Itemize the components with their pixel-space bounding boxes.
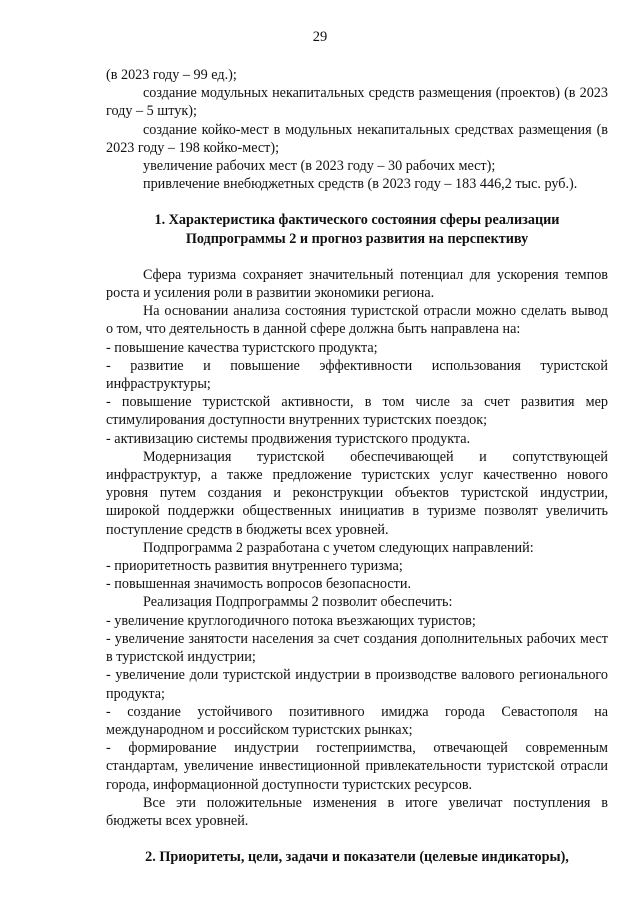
paragraph: Сфера туризма сохраняет значительный потенциал для ускорения темпов роста и усиления роли в развитии экономики региона. <box>106 266 608 302</box>
intro-line: создание модульных некапитальных средств размещения (проектов) (в 2023 году – 5 штук); <box>106 85 608 120</box>
list-item: - формирование индустрии гостеприимства, отвечающей современным стандартам, увеличение инвестиционной привлекательности туристской отрасли города, информационной доступности туристских ресурсов. <box>106 740 608 793</box>
list-item: - приоритетность развития внутреннего туризма; <box>106 558 403 575</box>
list-item: - повышение качества туристского продукта; <box>106 339 378 356</box>
list-item: - увеличение круглогодичного потока въезжающих туристов; <box>106 612 476 629</box>
list-item: - увеличение занятости населения за счет создания дополнительных рабочих мест в туристской индустрии; <box>106 630 608 666</box>
list-item: - активизацию системы продвижения туристского продукта. <box>106 430 471 447</box>
list-item: - создание устойчивого позитивного имиджа города Севастополя на международном и российском туристских рынках; <box>106 703 608 738</box>
section-heading: 2. Приоритеты, цели, задачи и показатели (целевые индикаторы), <box>145 849 569 866</box>
paragraph: Все эти положительные изменения в итоге увеличат поступления в бюджеты всех уровней. <box>106 794 608 829</box>
intro-line: (в 2023 году – 99 ед.); <box>106 67 237 83</box>
page-number: 29 <box>312 29 328 45</box>
section-heading: 1. Характеристика фактического состояния сферы реализации <box>154 212 560 229</box>
paragraph: На основании анализа состояния туристской отрасли можно сделать вывод о том, что деятельность в данной сфере должна быть направлена на: <box>106 303 608 338</box>
list-item: - увеличение доли туристской индустрии в производстве валового регионального продукта; <box>106 667 608 702</box>
list-item: - повышенная значимость вопросов безопасности. <box>106 576 412 593</box>
list-item: - повышение туристской активности, в том числе за счет развития мер стимулирования доступности внутренних туристских поездок; <box>106 394 608 429</box>
page-content <box>106 66 608 866</box>
paragraph: Модернизация туристской обеспечивающей и сопутствующей инфраструктур, а также предложение туристских услуг качественно нового уровня путем создания и реконструкции объектов туристской индустрии, широкой поддержки общественных инициатив в туризме позволят увеличить поступление средств в бюджеты всех уровней. <box>106 448 608 538</box>
section-heading: Подпрограммы 2 и прогноз развития на перспективу <box>185 230 529 247</box>
paragraph: Реализация Подпрограммы 2 позволит обеспечить: <box>143 594 453 611</box>
list-item: - развитие и повышение эффективности использования туристской инфраструктуры; <box>106 357 608 393</box>
intro-line: привлечение внебюджетных средств (в 2023 году – 183 446,2 тыс. руб.). <box>143 176 578 193</box>
intro-line: создание койко-мест в модульных некапитальных средствах размещения (в 2023 году – 198 койко-мест); <box>106 121 608 156</box>
paragraph: Подпрограмма 2 разработана с учетом следующих направлений: <box>143 539 534 556</box>
intro-line: увеличение рабочих мест (в 2023 году – 30 рабочих мест); <box>143 158 496 175</box>
